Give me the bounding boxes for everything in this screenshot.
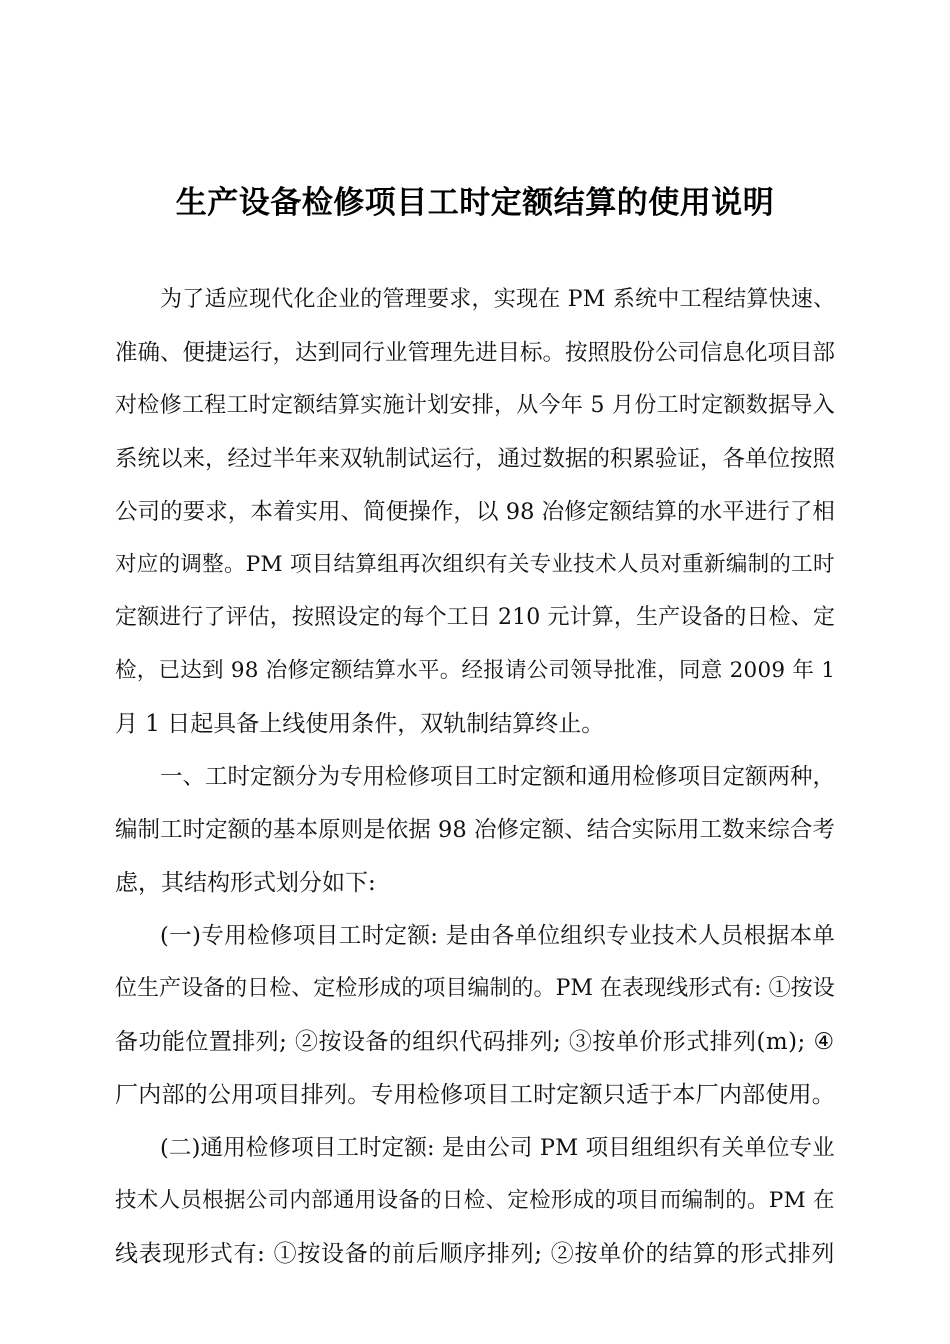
body-line: 系统以来，经过半年来双轨制试运行，通过数据的积累验证，各单位按照 — [115, 446, 835, 472]
body-line: 对应的调整。PM 项目结算组再次组织有关专业技术人员对重新编制的工时 — [115, 552, 835, 577]
body-line: 对检修工程工时定额结算实施计划安排，从今年 5 月份工时定额数据导入 — [115, 393, 835, 418]
document-title: 生产设备检修项目工时定额结算的使用说明 — [175, 185, 775, 221]
body-line: 厂内部的公用项目排列。专用检修项目工时定额只适于本厂内部使用。 — [115, 1082, 835, 1108]
body-line: 一、工时定额分为专用检修项目工时定额和通用检修项目定额两种， — [160, 764, 835, 790]
body-line: (二)通用检修项目工时定额: 是由公司 PM 项目组组织有关单位专业 — [160, 1135, 835, 1161]
body-line: 月 1 日起具备上线使用条件，双轨制结算终止。 — [115, 711, 605, 737]
body-line: 位生产设备的日检、定检形成的项目编制的。PM 在表现线形式有: ①按设 — [115, 976, 835, 1001]
body-line: 公司的要求，本着实用、简便操作，以 98 冶修定额结算的水平进行了相 — [115, 499, 835, 525]
body-line: (一)专用检修项目工时定额: 是由各单位组织专业技术人员根据本单 — [160, 923, 835, 949]
body-line: 检，已达到 98 冶修定额结算水平。经报请公司领导批准，同意 2009 年 1 — [115, 658, 835, 683]
body-line: 虑，其结构形式划分如下: — [115, 870, 376, 896]
body-line: 定额进行了评估，按照设定的每个工日 210 元计算，生产设备的日检、定 — [115, 605, 835, 630]
body-line: 技术人员根据公司内部通用设备的日检、定检形成的项目而编制的。PM 在 — [115, 1188, 835, 1213]
body-line: 备功能位置排列; ②按设备的组织代码排列; ③按单价形式排列(m); ④ — [115, 1029, 835, 1055]
body-line: 线表现形式有: ①按设备的前后顺序排列; ②按单价的结算的形式排列 — [115, 1241, 835, 1267]
body-line: 准确、便捷运行，达到同行业管理先进目标。按照股份公司信息化项目部 — [115, 340, 835, 366]
body-line: 编制工时定额的基本原则是依据 98 冶修定额、结合实际用工数来综合考 — [115, 817, 835, 843]
body-line: 为了适应现代化企业的管理要求，实现在 PM 系统中工程结算快速、 — [160, 287, 835, 312]
